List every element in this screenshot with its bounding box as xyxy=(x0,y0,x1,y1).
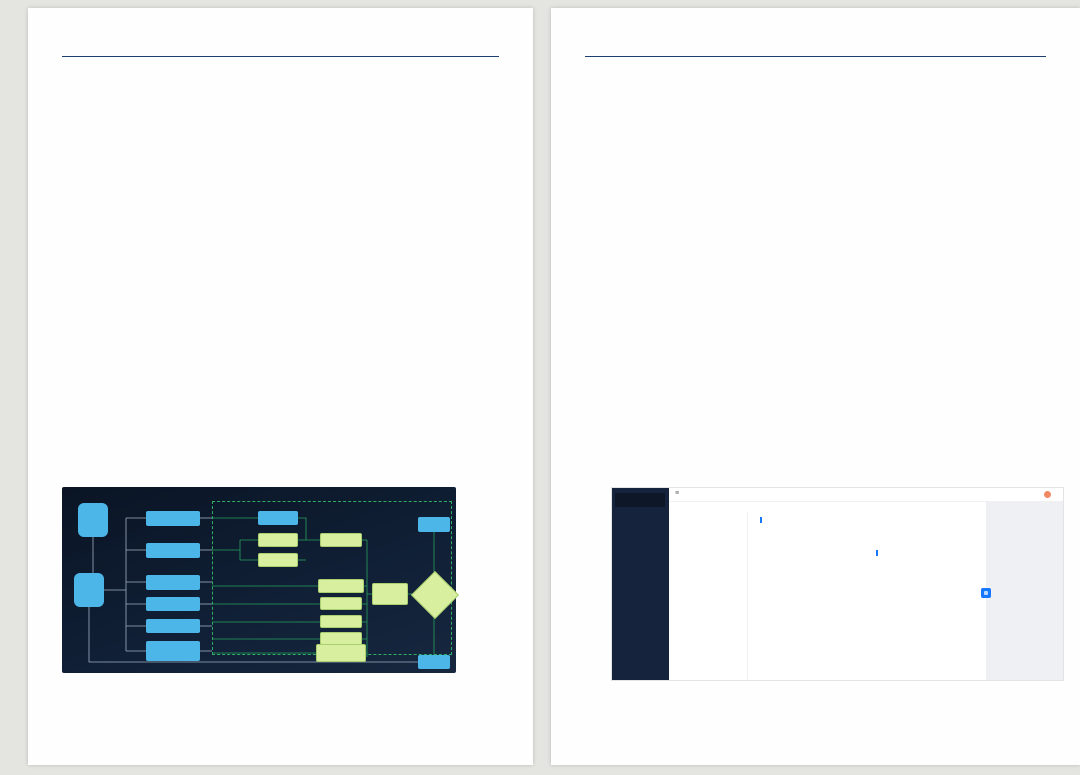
app-topbar xyxy=(669,488,1063,502)
node-plan-hvac xyxy=(146,543,200,558)
node-hotwater-energy xyxy=(320,597,362,610)
app-sidebar xyxy=(612,488,669,680)
decision-label xyxy=(414,578,454,610)
energy-bar-chart xyxy=(893,570,983,638)
flowchart-figure xyxy=(62,487,456,673)
app-background xyxy=(986,488,1063,680)
card-section-title xyxy=(760,517,765,523)
node-sketch xyxy=(258,511,298,525)
section-accent-bar xyxy=(760,517,762,523)
node-building-planning xyxy=(74,573,104,607)
node-plan-hotwater xyxy=(146,575,200,590)
node-renewable-saving xyxy=(316,644,366,662)
node-lighting-energy xyxy=(320,615,362,628)
node-done xyxy=(418,517,450,532)
node-scheme-params xyxy=(258,553,298,567)
node-plan-lighting xyxy=(146,597,200,611)
page-95 xyxy=(28,8,533,765)
result-card xyxy=(748,512,986,680)
floating-action-button[interactable] xyxy=(981,588,991,598)
node-plan-renewable xyxy=(146,641,200,661)
running-header-right xyxy=(585,52,1046,57)
app-title xyxy=(615,493,665,507)
node-preset-params xyxy=(258,533,298,547)
node-register xyxy=(78,503,108,537)
node-hvac-energy xyxy=(320,533,362,547)
chart-section-title xyxy=(876,550,881,556)
node-adjust xyxy=(418,655,450,669)
node-plan-elevator xyxy=(146,619,200,633)
software-screenshot-figure xyxy=(611,487,1064,681)
menu-toggle-icon[interactable]: ≡ xyxy=(675,490,680,497)
app-side-nav xyxy=(669,512,748,680)
page-96 xyxy=(551,8,1080,765)
node-building-carbon xyxy=(372,583,408,605)
node-refrigerant xyxy=(318,579,364,593)
running-header-left xyxy=(62,52,499,57)
section-accent-bar xyxy=(876,550,878,556)
node-plan-building xyxy=(146,511,200,526)
user-avatar[interactable] xyxy=(1044,491,1051,498)
